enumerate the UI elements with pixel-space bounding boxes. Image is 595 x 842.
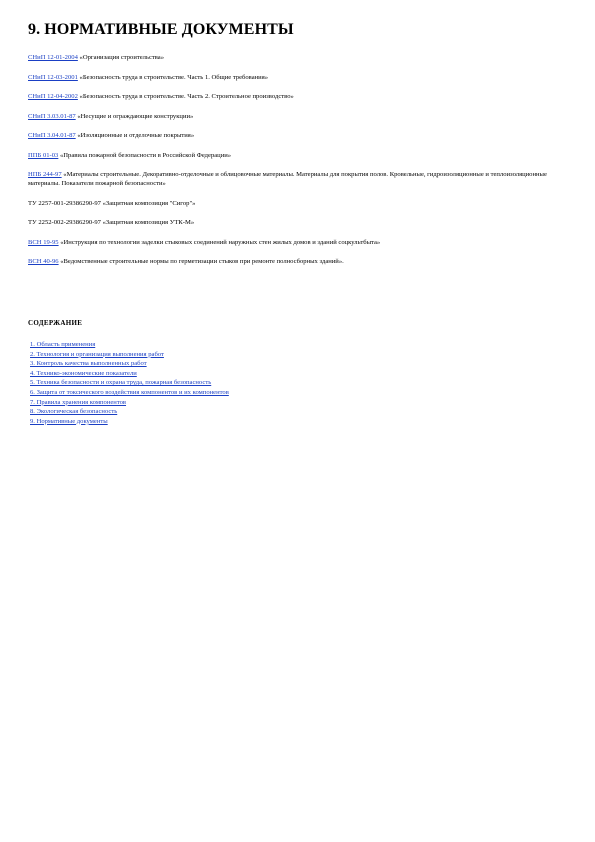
toc-link[interactable]: 5. Техника безопасности и охрана труда, пожарная безопасность [30, 379, 212, 387]
document-description: «Безопасность труда в строительстве. Часть 2. Строительное производство» [77, 93, 294, 100]
toc-link[interactable]: 8. Экологическая безопасность [30, 408, 118, 416]
toc-list [28, 340, 568, 426]
document-code-link[interactable]: СНиП 3.03.01-87 [28, 112, 76, 120]
toc-item [30, 417, 568, 427]
toc-item [30, 369, 568, 379]
document-code-link[interactable]: СНиП 12-03-2001 [28, 73, 78, 81]
document-code-link[interactable]: СНиП 3.04.01-87 [28, 132, 76, 139]
document-description: «Ведомственные строительные нормы по герметизации стыков при ремонте полносборных зданий». [58, 258, 344, 265]
document-description: ТУ 2257-001-29386290-97 «Защитная композиция "Сигор"» [28, 199, 196, 207]
document-entry [28, 73, 568, 82]
toc-link[interactable]: 4. Технико-экономические показатели [30, 369, 137, 377]
toc-title: СОДЕРЖАНИЕ [28, 319, 83, 327]
document-list [28, 53, 568, 266]
document-code-link[interactable]: ВСН 40-96 [28, 258, 59, 265]
document-description: «Изоляционные и отделочные покрытия» [75, 132, 195, 139]
document-entry [28, 53, 568, 62]
document-entry [28, 199, 568, 208]
toc-link[interactable]: 6. Защита от токсического воздействия компонентов и их компонентов [30, 388, 229, 396]
document-description: ТУ 2252-002-29386290-97 «Защитная композиция УТК-М» [28, 219, 195, 226]
document-entry [28, 92, 568, 101]
document-description: «Правила пожарной безопасности в Российской Федерации» [58, 151, 232, 159]
toc-item [30, 340, 568, 350]
document-entry [28, 238, 568, 247]
document-entry [28, 131, 568, 140]
document-entry [28, 257, 568, 266]
document-description: «Инструкция по технологии заделки стыковых соединений наружных стен жилых домов и зданий соцкультбыта» [58, 238, 381, 246]
document-entry [28, 112, 568, 121]
document-page [28, 20, 568, 426]
document-entry [28, 151, 568, 160]
toc-item [30, 350, 568, 360]
document-entry [28, 170, 568, 188]
document-description: «Безопасность труда в строительстве. Часть 1. Общие требования» [77, 73, 269, 81]
document-description: «Несущие и ограждающие конструкции» [75, 112, 194, 120]
document-code-link[interactable]: ВСН 19-95 [28, 238, 59, 246]
toc-item [30, 407, 568, 417]
document-code-link[interactable]: ППБ 01-03 [28, 151, 59, 159]
toc-item [30, 398, 568, 408]
toc-item [30, 388, 568, 398]
document-code-link[interactable]: СНиП 12-04-2002 [28, 93, 78, 100]
document-description: «Организация строительства» [77, 54, 165, 61]
document-entry [28, 218, 568, 227]
toc-link[interactable]: 9. Нормативные документы [30, 417, 108, 425]
toc-item [30, 378, 568, 388]
page-title: 9. НОРМАТИВНЫЕ ДОКУМЕНТЫ [28, 21, 294, 38]
document-description: «Материалы строительные. Декоративно-отделочные и облицовочные материалы. Материалы для покрытия полов. Кровельные, гидроизоляционные и теплоизоляционные материалы. Показатели пожарной безопасности» [28, 171, 547, 187]
toc-item [30, 359, 568, 369]
toc-link[interactable]: 7. Правила хранения компонентов [30, 398, 127, 406]
toc-link[interactable]: 2. Технология и организация выполнения работ [30, 350, 164, 358]
document-code-link[interactable]: НПБ 244-97 [28, 171, 62, 178]
toc-link[interactable]: 3. Контроль качества выполненных работ [30, 360, 147, 368]
document-code-link[interactable]: СНиП 12-01-2004 [28, 54, 78, 61]
toc-link[interactable]: 1. Область применения [30, 341, 96, 348]
